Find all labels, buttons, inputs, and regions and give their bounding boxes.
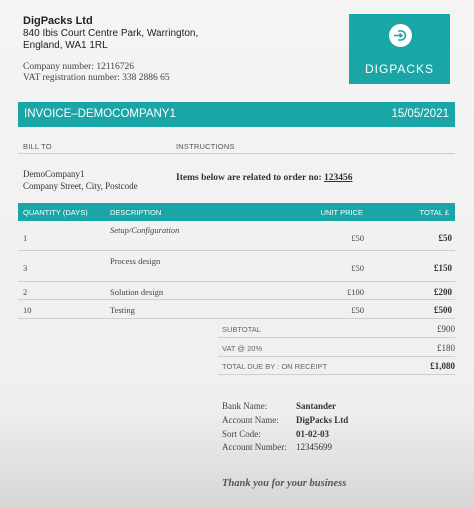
row-4-desc: Testing	[110, 305, 135, 315]
sort-code-value: 01-02-03	[296, 429, 329, 439]
row-divider	[18, 318, 455, 319]
instructions-text	[176, 173, 353, 183]
row-3-qty: 2	[23, 287, 28, 297]
row-divider	[18, 250, 455, 251]
totals-divider	[218, 374, 455, 375]
header-total: TOTAL £	[419, 208, 449, 217]
vat-value: £180	[437, 343, 455, 353]
company-logo	[349, 14, 450, 84]
account-number-value: 12345699	[296, 442, 332, 452]
bill-to-label: BILL TO	[23, 142, 52, 151]
row-divider	[18, 299, 455, 300]
row-4-total: £500	[434, 305, 452, 315]
row-2-total: £150	[434, 263, 452, 273]
row-3-total: £200	[434, 287, 452, 297]
account-name-value: DigPacks Ltd	[296, 415, 349, 425]
header-qty: QUANTITY (DAYS)	[23, 208, 88, 217]
row-3-unit: £100	[347, 287, 364, 297]
instructions-label: INSTRUCTIONS	[176, 142, 235, 151]
row-1-unit: £50	[351, 233, 364, 243]
header-description: DESCRIPTION	[110, 208, 162, 217]
bill-to-name: DemoCompany1	[23, 169, 85, 179]
bank-name-label: Bank Name:	[222, 401, 268, 411]
company-number: Company number: 12116726	[23, 62, 134, 72]
total-due-label: TOTAL DUE BY : ON RECEIPT	[222, 362, 328, 371]
row-4-unit: £50	[351, 305, 364, 315]
instructions-prefix: Items below are related to order no:	[176, 173, 322, 183]
bill-to-address: Company Street, City, Postcode	[23, 181, 138, 191]
sort-code-label: Sort Code:	[222, 429, 261, 439]
order-number: 123456	[324, 173, 353, 183]
company-name: DigPacks Ltd	[23, 15, 93, 27]
section-divider	[18, 153, 455, 154]
subtotal-value: £900	[437, 324, 455, 334]
subtotal-label: SUBTOTAL	[222, 325, 261, 334]
row-2-desc: Process design	[110, 256, 161, 266]
invoice-date: 15/05/2021	[391, 108, 449, 120]
totals-divider	[218, 337, 455, 338]
row-1-desc: Setup/Configuration	[110, 225, 180, 235]
logo-text: DIGPACKS	[364, 62, 435, 76]
header-unit-price: UNIT PRICE	[320, 208, 363, 217]
table-header	[18, 203, 455, 221]
row-2-unit: £50	[351, 263, 364, 273]
row-2-qty: 3	[23, 263, 28, 273]
row-1-total: £50	[438, 233, 452, 243]
row-1-qty: 1	[23, 233, 28, 243]
account-name-label: Account Name:	[222, 415, 279, 425]
vat-label: VAT @ 20%	[222, 344, 263, 353]
vat-number: VAT registration number: 338 2886 65	[23, 73, 170, 83]
row-4-qty: 10	[23, 305, 32, 315]
bank-name-value: Santander	[296, 401, 337, 411]
totals-divider	[218, 356, 455, 357]
thank-you-note: Thank you for your business	[222, 478, 347, 489]
total-due-value: £1,080	[430, 361, 455, 371]
invoice-title: INVOICE–DEMOCOMPANY1	[24, 108, 176, 120]
row-3-desc: Solution design	[110, 287, 164, 297]
company-address: 840 Ibis Court Centre Park, Warrington, England, WA1 1RL	[23, 28, 199, 51]
row-divider	[18, 281, 455, 282]
invoice-banner	[18, 102, 455, 127]
d-arrow-logo-icon	[389, 24, 412, 47]
account-number-label: Account Number:	[222, 442, 287, 452]
